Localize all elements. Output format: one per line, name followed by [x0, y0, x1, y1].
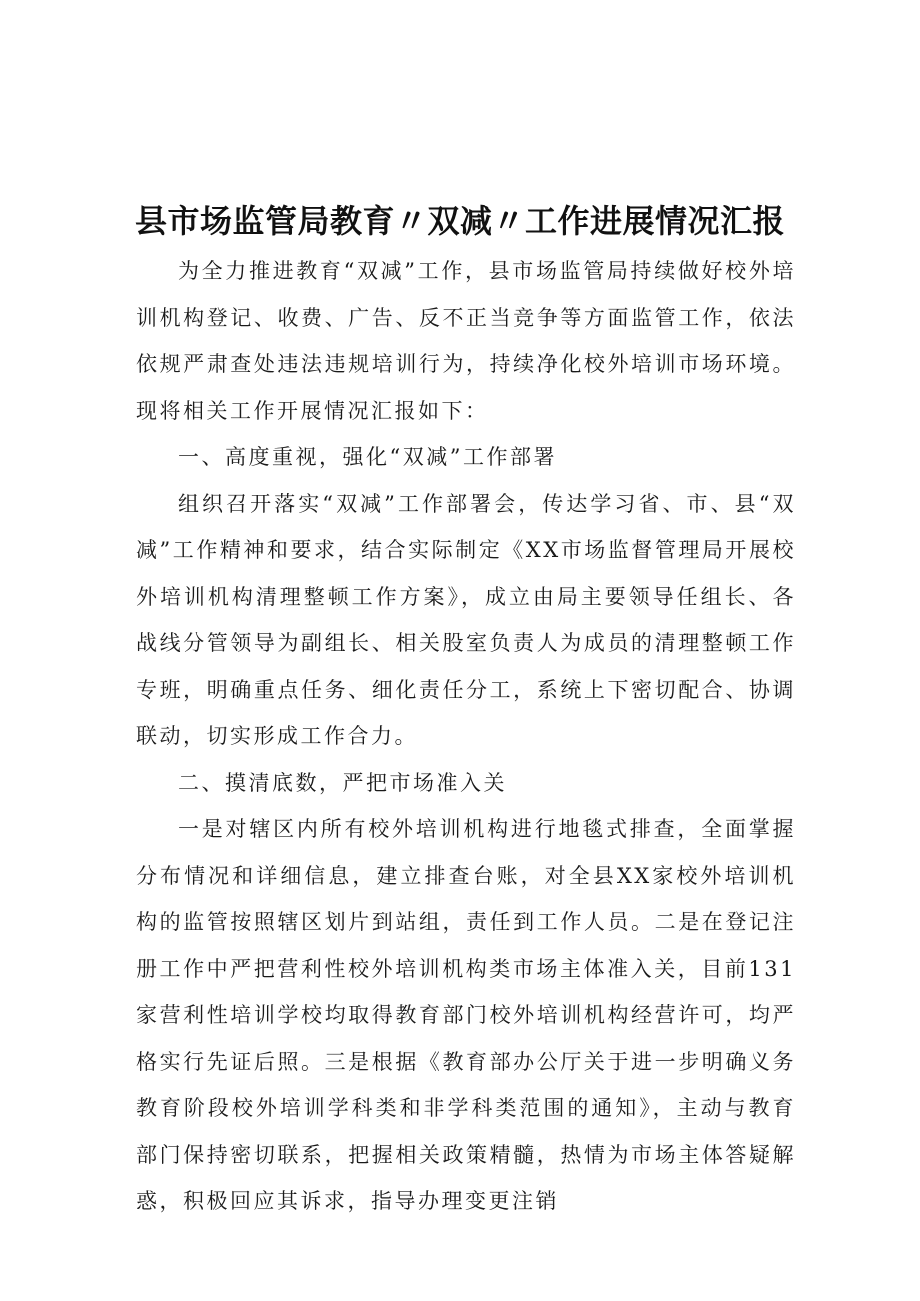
document-title: 县市场监管局教育〃双减〃工作进展情况汇报 — [134, 202, 785, 241]
section-2-paragraph: 一是对辖区内所有校外培训机构进行地毯式排查，全面掌握分布情况和详细信息，建立排查台账，对全县XX家校外培训机构的监管按照辖区划片到站组，责任到工作人员。二是在登记注册工作中严把营利性校外培训机构类市场主体准入关，目前131家营利性培训学校均取得教育部门校外培训机构经营许可，均严格实行先证后照。三是根据《教育部办公厅关于进一步明确义务教育阶段校外培训学科类和非学科类范围的通知》，主动与教育部门保持密切联系，把握相关政策精髓，热情为市场主体答疑解惑，积极回应其诉求，指导办理变更注销 — [136, 817, 796, 1213]
intro-paragraph: 为全力推进教育“双减”工作，县市场监管局持续做好校外培训机构登记、收费、广告、反不正当竞争等方面监管工作，依法依规严肃查处违法违规培训行为，持续净化校外培训市场环境。现将相关工作开展情况汇报如下： — [136, 259, 796, 423]
section-heading-1: 一、高度重视，强化“双减”工作部署 — [178, 445, 557, 469]
section-heading-2: 二、摸清底数，严把市场准入关 — [178, 770, 507, 795]
section-1-paragraph: 组织召开落实“双减”工作部署会，传达学习省、市、县“双减”工作精神和要求，结合实际制定《XX市场监督管理局开展校外培训机构清理整顿工作方案》，成立由局主要领导任组长、各战线分管领导为副组长、相关股室负责人为成员的清理整顿工作专班，明确重点任务、细化责任分工，系统上下密切配合、协调联动，切实形成工作合力。 — [136, 491, 796, 748]
document-body — [136, 248, 796, 1225]
